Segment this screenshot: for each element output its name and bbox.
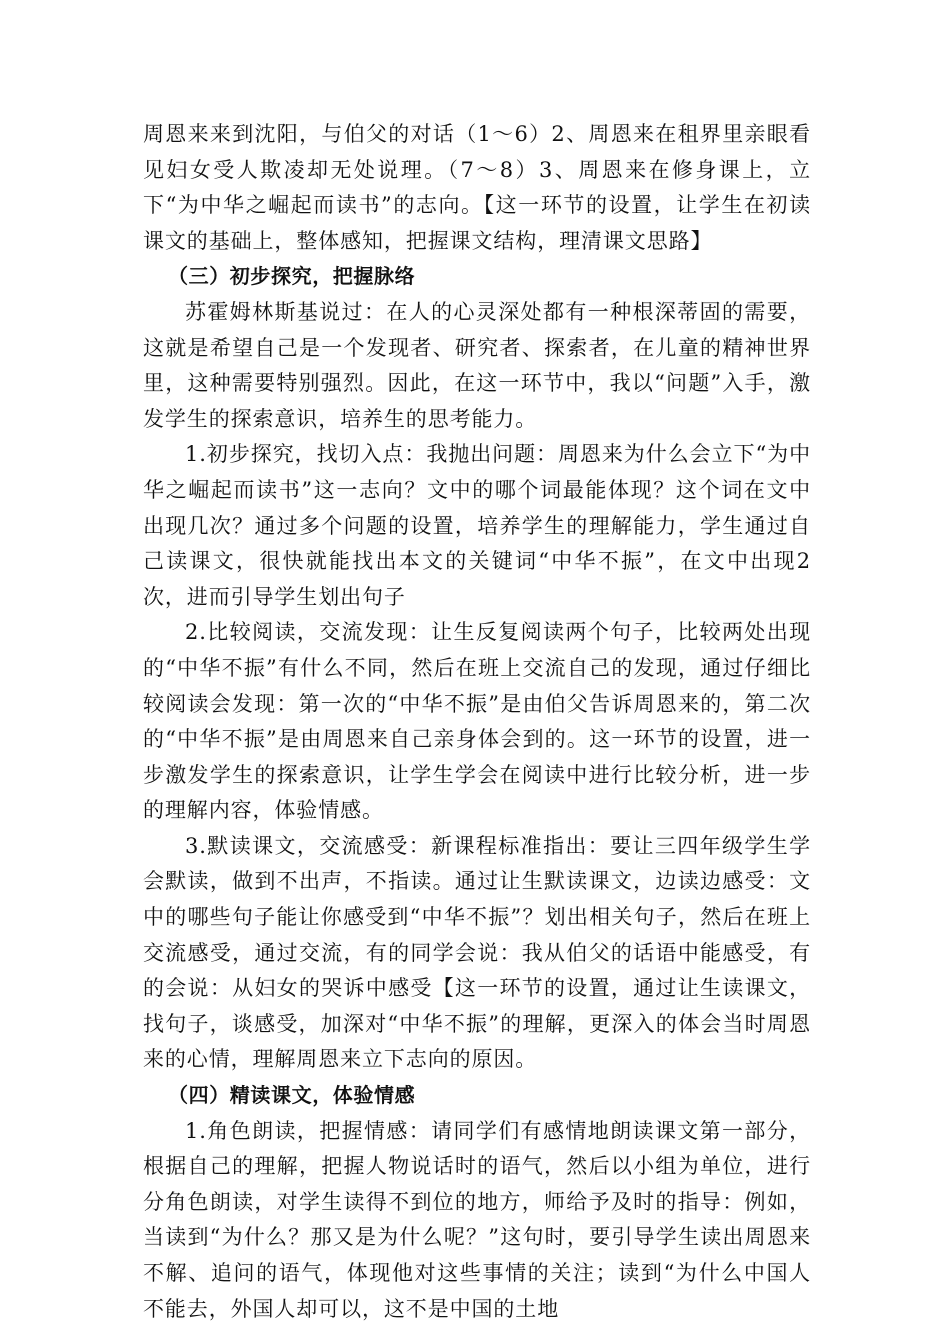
paragraph-2: 苏霍姆林斯基说过：在人的心灵深处都有一种根深蒂固的需要，这就是希望自己是一个发现者、研究者、探索者，在儿童的精神世界里，这种需要特别强烈。因此，在这一环节中，我以“问题”入手，激发学生的探索意识，培养生的思考能力。 (143, 299, 811, 431)
document-page (143, 117, 811, 1327)
paragraph-4: 2.比较阅读，交流发现：让生反复阅读两个句子，比较两处出现的“中华不振”有什么不同，然后在班上交流自己的发现，通过仔细比较阅读会发现：第一次的“中华不振”是由伯父告诉周恩来的，第二次的“中华不振”是由周恩来自己亲身体会到的。这一环节的设置，进一步激发学生的探索意识，让学生学会在阅读中进行比较分析，进一步的理解内容，体验情感。 (143, 620, 811, 823)
paragraph-1: 周恩来来到沈阳，与伯父的对话（1～6）2、周恩来在租界里亲眼看见妇女受人欺凌却无处说理。（7～8）3、周恩来在修身课上，立下“为中华之崛起而读书”的志向。【这一环节的设置，让学生在初读课文的基础上，整体感知，把握课文结构，理清课文思路】 (143, 122, 811, 253)
paragraph-6: 1.角色朗读，把握情感：请同学们有感情地朗读课文第一部分，根据自己的理解，把握人物说话时的语气，然后以小组为单位，进行分角色朗读，对学生读得不到位的地方，师给予及时的指导：例如，当读到“为什么？那又是为什么呢？”这句时，要引导学生读出周恩来不解、追问的语气，体现他对这些事情的关注；读到“为什么中国人不能去，外国人却可以，这不是中国的土地 (143, 1118, 811, 1321)
paragraph-5: 3.默读课文，交流感受：新课程标准指出：要让三四年级学生学会默读，做到不出声，不指读。通过让生默读课文，边读边感受：文中的哪些句子能让你感受到“中华不振”？划出相关句子，然后在班上交流感受，通过交流，有的同学会说：我从伯父的话语中能感受，有的会说：从妇女的哭诉中感受【这一环节的设置，通过让生读课文，找句子，谈感受，加深对“中华不振”的理解，更深入的体会当时周恩来的心情，理解周恩来立下志向的原因。 (143, 833, 811, 1072)
section-heading-3: （三）初步探究，把握脉络 (168, 264, 416, 289)
paragraph-3: 1.初步探究，找切入点：我抛出问题：周恩来为什么会立下“为中华之崛起而读书”这一志向？文中的哪个词最能体现？这个词在文中出现几次？通过多个问题的设置，培养学生的理解能力，学生通过自己读课文，很快就能找出本文的关键词“中华不振”，在文中出现2次，进而引导学生划出句子 (143, 442, 811, 609)
section-heading-4: （四）精读课文，体验情感 (168, 1083, 416, 1108)
